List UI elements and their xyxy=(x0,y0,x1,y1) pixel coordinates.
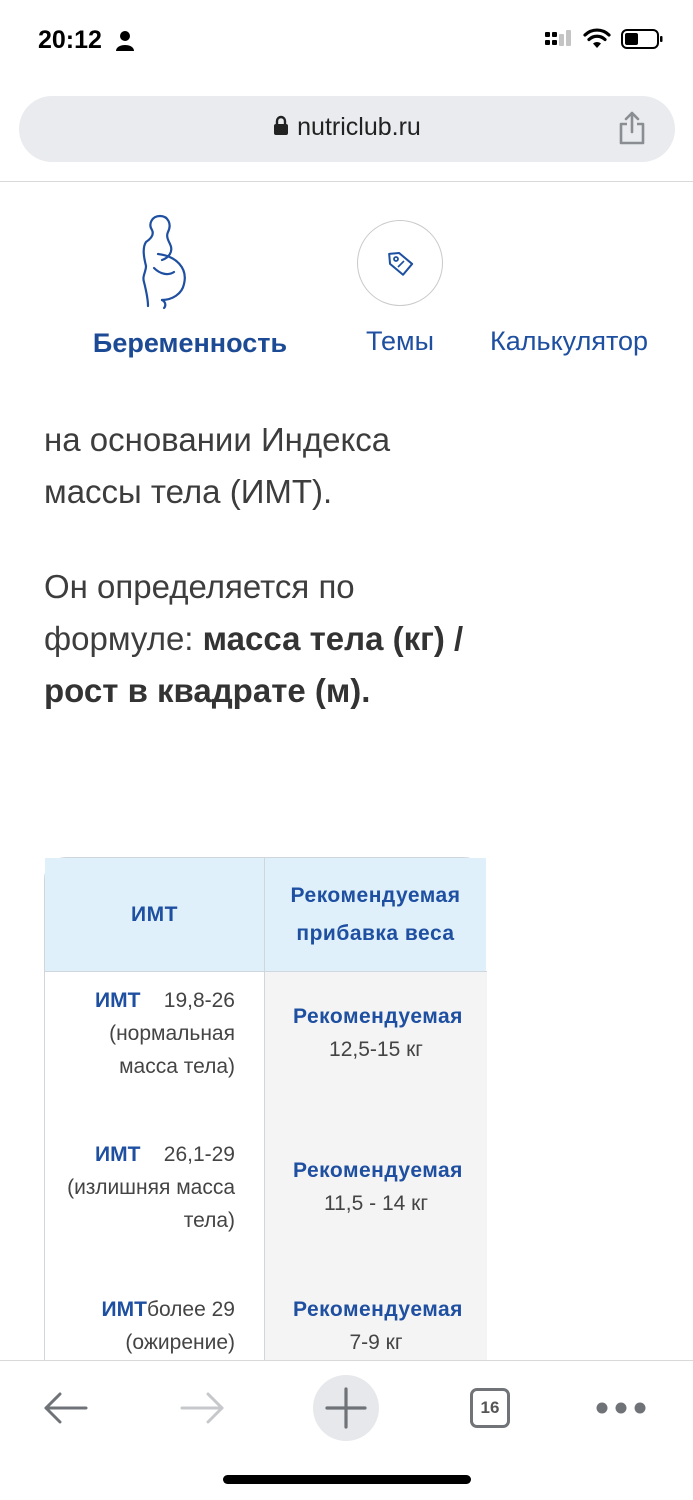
pregnant-woman-icon xyxy=(132,210,192,310)
bmi-label: ИМТ xyxy=(95,1143,141,1166)
new-tab-button[interactable] xyxy=(313,1375,379,1441)
nav-item-calculator[interactable] xyxy=(490,220,649,357)
tabs-button[interactable] xyxy=(457,1375,523,1441)
cellular-signal-icon xyxy=(545,28,573,50)
bmi-range: более 29 xyxy=(146,1298,235,1321)
table-row-recommendation-cell xyxy=(265,1154,487,1220)
table-header-bmi: ИМТ xyxy=(45,858,264,971)
plus-icon xyxy=(324,1386,368,1430)
recommendation-value: 7-9 кг xyxy=(349,1331,403,1354)
nav-item-topics[interactable] xyxy=(340,220,460,357)
bmi-description: (нормальная масса тела) xyxy=(109,1022,235,1078)
nav-label-pregnancy: Беременность xyxy=(92,328,288,358)
url-display[interactable] xyxy=(19,113,675,142)
table-column-divider xyxy=(264,858,265,1361)
url-text: nutriclub.ru xyxy=(297,113,421,141)
formula-intro: Он определяется по формуле: xyxy=(44,568,355,657)
address-bar[interactable] xyxy=(19,96,675,162)
bmi-range: 26,1-29 xyxy=(163,1143,235,1166)
lock-icon xyxy=(273,116,289,136)
category-nav xyxy=(0,200,693,380)
recommendation-label: Рекомендуемая xyxy=(293,1298,463,1321)
table-row-recommendation-cell xyxy=(265,1293,487,1359)
bmi-description: (излишняя масса тела) xyxy=(67,1176,235,1232)
bmi-label: ИМТ xyxy=(101,1298,147,1321)
bmi-table xyxy=(44,857,486,1360)
forward-arrow-icon xyxy=(180,1391,226,1425)
home-indicator xyxy=(223,1475,471,1484)
wifi-icon xyxy=(583,28,611,50)
table-row-recommendation-cell xyxy=(265,1000,487,1066)
more-dots-icon xyxy=(595,1401,647,1415)
nav-label-topics: Темы xyxy=(366,326,434,356)
table-header-divider xyxy=(45,971,487,972)
article-paragraph-1: на основании Индекса массы тела (ИМТ). xyxy=(44,421,391,510)
recommendation-value: 12,5-15 кг xyxy=(329,1038,423,1061)
recommendation-value: 11,5 - 14 кг xyxy=(323,1192,428,1215)
topics-icon-circle xyxy=(357,220,443,306)
tag-icon xyxy=(384,247,416,279)
table-row-bmi-cell xyxy=(45,1293,235,1359)
person-icon xyxy=(116,30,134,52)
share-icon[interactable] xyxy=(617,110,647,146)
back-button[interactable] xyxy=(32,1375,98,1441)
back-arrow-icon xyxy=(42,1391,88,1425)
header-divider xyxy=(0,181,693,182)
status-indicators xyxy=(545,28,663,50)
recommendation-label: Рекомендуемая xyxy=(293,1005,463,1028)
more-menu-button[interactable] xyxy=(588,1375,654,1441)
bmi-label: ИМТ xyxy=(95,989,141,1012)
table-row-bmi-cell xyxy=(45,1138,235,1237)
bmi-range: 19,8-26 xyxy=(163,989,235,1012)
nav-item-pregnancy[interactable] xyxy=(72,210,308,359)
battery-icon xyxy=(621,28,663,50)
nav-label-calculator: Калькулятор xyxy=(490,326,649,356)
status-time: 20:12 xyxy=(38,26,102,54)
formula-text: масса тела (кг) / рост в квадрате (м). xyxy=(44,620,464,709)
table-header-recommended-gain: Рекомендуемая прибавка веса xyxy=(265,858,486,971)
bmi-description: (ожирение) xyxy=(125,1331,235,1354)
tab-count: 16 xyxy=(470,1388,510,1428)
status-bar xyxy=(0,0,693,84)
forward-button[interactable] xyxy=(170,1375,236,1441)
recommendation-label: Рекомендуемая xyxy=(293,1159,463,1182)
article-paragraph-2 xyxy=(44,561,464,717)
table-row-bmi-cell xyxy=(45,984,235,1083)
